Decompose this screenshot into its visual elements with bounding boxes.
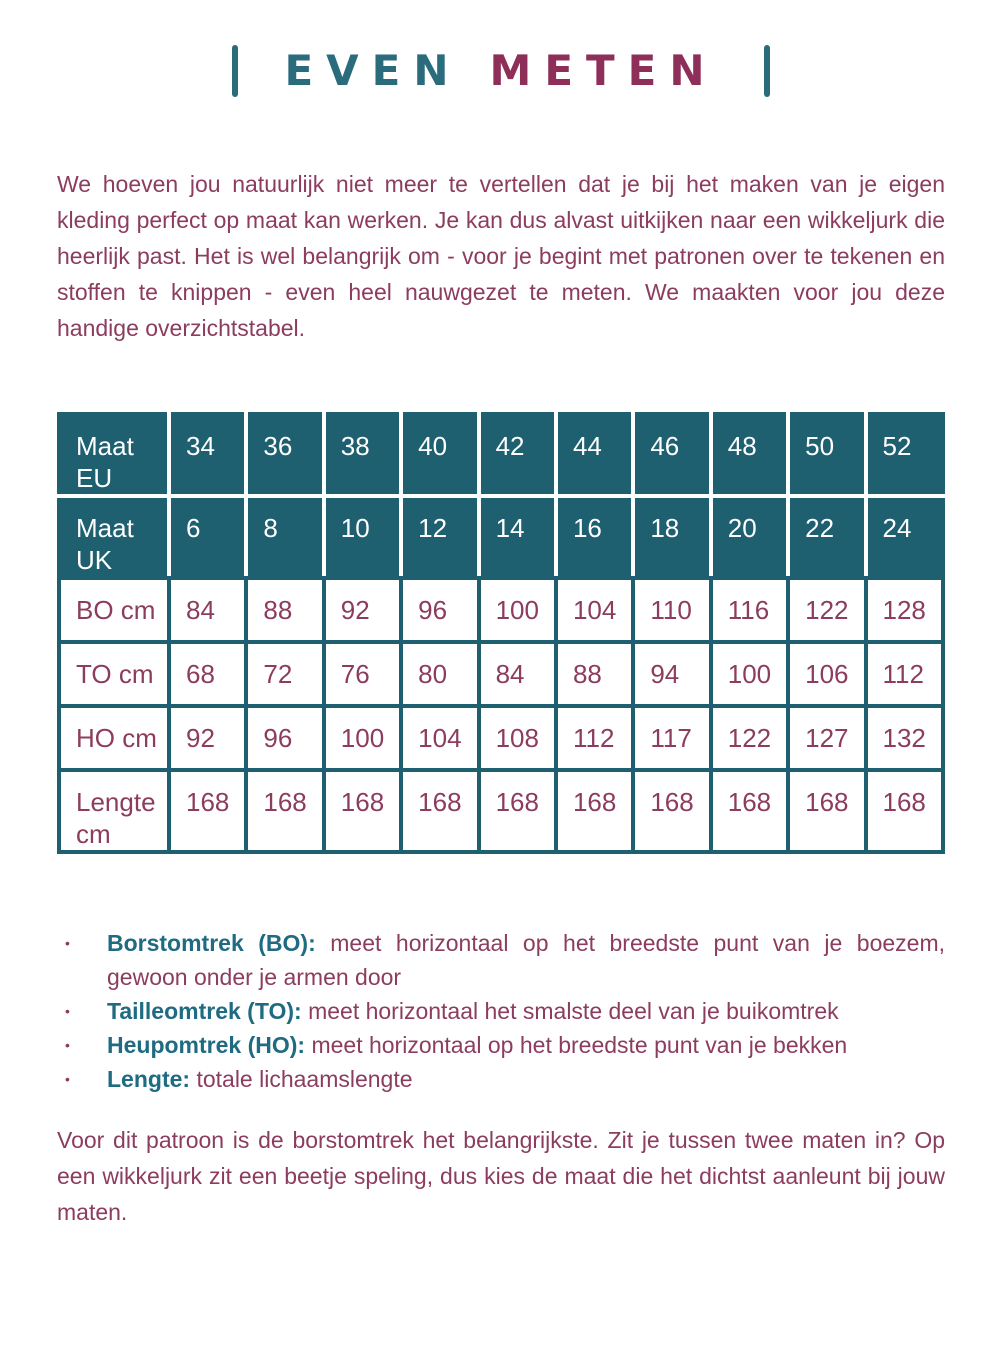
size-table-row-label: BO cm [59,578,169,642]
size-table-value-cell: 88 [556,642,633,706]
intro-paragraph: We hoeven jou natuurlijk niet meer te vertellen dat je bij het maken van je eigen kleding perfect op maat kan werken. Je kan dus alvast uitkijken naar een wikkeljurk die heerlijk past. Het is wel belangrijk om - voor je begint met patronen over te tekenen en stoffen te knippen - even heel nauwgezet te meten. We maakten voor jou deze handige overzichtstabel. [57,171,945,341]
size-table-value-cell: 168 [401,770,478,852]
size-table-value-cell: 80 [401,642,478,706]
measure-term: Lengte: [107,1066,191,1092]
size-table-value-cell: 106 [788,642,865,706]
size-table-value-cell: 104 [401,706,478,770]
measure-description: meet horizontaal op het breedste punt van je boezem, gewoon onder je armen door [107,930,946,990]
size-table-value-cell: 168 [324,770,401,852]
size-table-header-cell: 12 [401,496,478,578]
size-table-header-cell: 38 [324,414,401,496]
size-table-value-cell: 110 [633,578,710,642]
size-table-value-cell: 168 [866,770,943,852]
size-table-row-label: Maat EU [59,414,169,496]
size-table-header-cell: 20 [711,496,788,578]
closing-paragraph: Voor dit patroon is de borstomtrek het belangrijkste. Zit je tussen twee maten in? Op een wikkeljurk zit een beetje speling, dus kies de maat die het dichtst aanleunt bij jouw maten. [57,1127,945,1225]
size-table-value-cell: 117 [633,706,710,770]
size-table-value-cell: 96 [246,706,323,770]
size-table-row-label: Maat UK [59,496,169,578]
size-table-value-cell: 168 [711,770,788,852]
size-table-header-cell: 42 [479,414,556,496]
measure-description: meet horizontaal op het breedste punt van je bekken [311,1032,848,1058]
size-table-value-cell: 108 [479,706,556,770]
size-table-header-cell: 14 [479,496,556,578]
measure-term: Tailleomtrek (TO): [107,998,302,1024]
size-table-body-row [59,706,943,770]
bullet-dot-icon: • [65,935,70,951]
measure-description: totale lichaamslengte [196,1066,413,1092]
size-table-row-label: Lengte cm [59,770,169,852]
size-table-value-cell: 168 [246,770,323,852]
title-right-bar-icon [764,45,770,97]
measure-term: Borstomtrek (BO): [107,930,316,956]
size-table-body-row [59,642,943,706]
bullet-dot-icon: • [65,1071,70,1087]
size-table-value-cell: 128 [866,578,943,642]
measure-item-text [107,1062,945,1096]
size-table-header-cell: 46 [633,414,710,496]
bullet-dot-icon: • [65,1037,70,1053]
page-title-text [284,45,717,97]
measure-list-item [57,1062,945,1096]
size-table-header-cell: 24 [866,496,943,578]
size-table-header-cell: 52 [866,414,943,496]
size-table-head [59,414,943,578]
measure-definitions-list [57,926,945,1096]
size-table-value-cell: 168 [169,770,246,852]
size-table-value-cell: 168 [633,770,710,852]
size-table-value-cell: 122 [788,578,865,642]
size-table-value-cell: 104 [556,578,633,642]
size-table-header-cell: 22 [788,496,865,578]
size-table-header-row [59,414,943,496]
size-table-header-cell: 18 [633,496,710,578]
size-table-value-cell: 68 [169,642,246,706]
measure-item-text [107,926,945,994]
title-word-even: EVEN [284,46,462,95]
size-table-value-cell: 168 [479,770,556,852]
size-table-header-cell: 44 [556,414,633,496]
size-table-body-row [59,770,943,852]
size-table [57,412,945,854]
size-table-value-cell: 84 [169,578,246,642]
size-table-body-row [59,578,943,642]
size-table-value-cell: 168 [556,770,633,852]
measure-list-item [57,926,945,994]
size-table-value-cell: 100 [479,578,556,642]
size-table-body [59,578,943,852]
measure-description: meet horizontaal het smalste deel van je buikomtrek [308,998,839,1024]
measure-item-text [107,1028,945,1062]
size-table-value-cell: 100 [324,706,401,770]
size-table-header-cell: 8 [246,496,323,578]
size-table-header-cell: 16 [556,496,633,578]
size-table-value-cell: 112 [556,706,633,770]
size-table-header-cell: 6 [169,496,246,578]
bullet-dot-icon: • [65,1003,70,1019]
size-table-value-cell: 112 [866,642,943,706]
measure-term: Heupomtrek (HO): [107,1032,306,1058]
measure-item-text [107,994,945,1028]
size-table-value-cell: 88 [246,578,323,642]
size-table-value-cell: 92 [169,706,246,770]
title-word-meten: METEN [489,46,718,95]
size-table-header-cell: 48 [711,414,788,496]
size-table-value-cell: 127 [788,706,865,770]
size-table-row-label: HO cm [59,706,169,770]
size-table-value-cell: 100 [711,642,788,706]
size-table-value-cell: 96 [401,578,478,642]
size-table-value-cell: 92 [324,578,401,642]
size-table-value-cell: 168 [788,770,865,852]
title-left-bar-icon [232,45,238,97]
size-table-value-cell: 116 [711,578,788,642]
size-table-value-cell: 84 [479,642,556,706]
page-title [57,42,945,100]
size-table-value-cell: 132 [866,706,943,770]
size-table-header-cell: 40 [401,414,478,496]
size-table-header-cell: 34 [169,414,246,496]
size-table-header-cell: 10 [324,496,401,578]
size-table-value-cell: 94 [633,642,710,706]
size-table-value-cell: 122 [711,706,788,770]
measure-list-item [57,1028,945,1062]
size-table-header-row [59,496,943,578]
size-table-header-cell: 50 [788,414,865,496]
measure-list-item [57,994,945,1028]
size-table-value-cell: 72 [246,642,323,706]
size-table-value-cell: 76 [324,642,401,706]
size-table-header-cell: 36 [246,414,323,496]
size-table-row-label: TO cm [59,642,169,706]
